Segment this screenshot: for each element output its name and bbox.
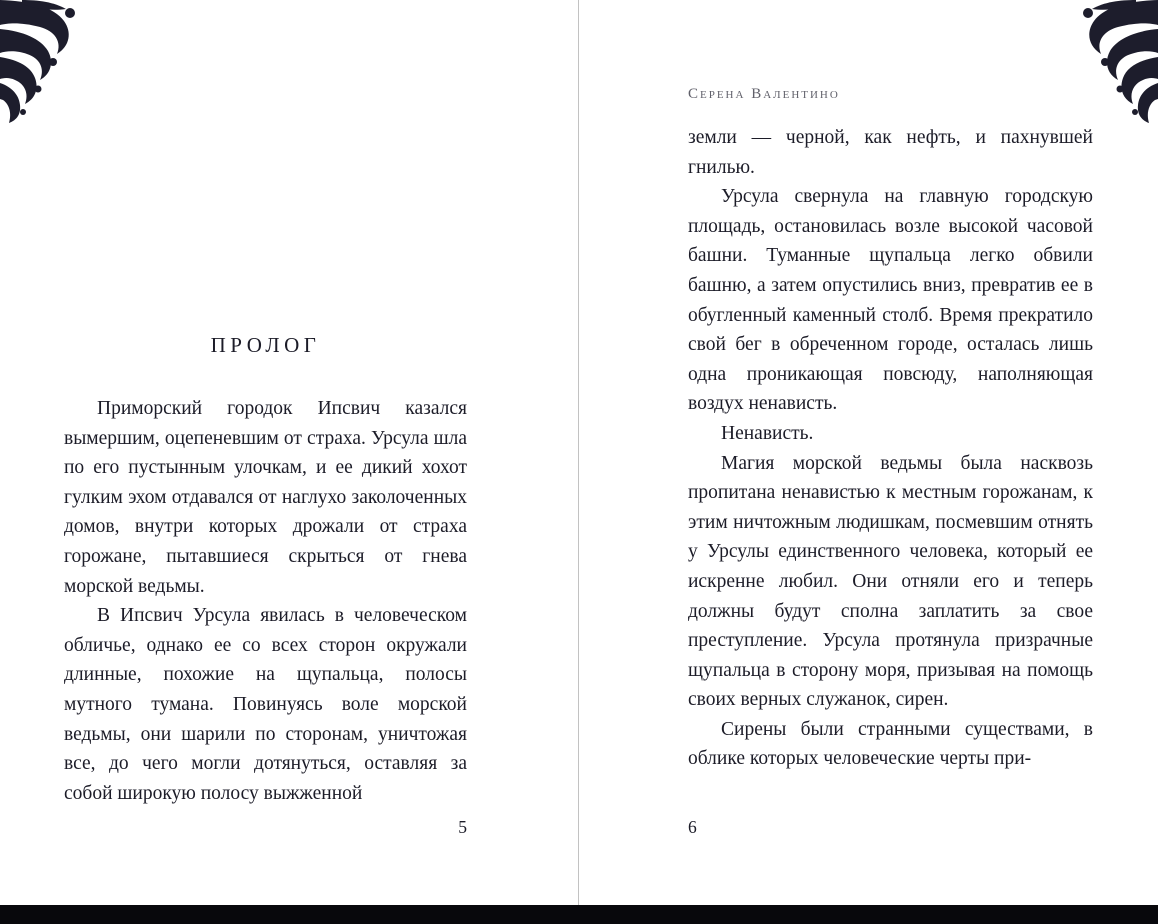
- damask-corner-ornament-top-right: [1078, 0, 1158, 124]
- paragraph: Ненависть.: [721, 422, 814, 444]
- damask-ornament-graphic: [0, 0, 80, 124]
- paragraph: земли — черной, как нефть, и пахнувшей гнилью.: [688, 127, 1093, 178]
- paragraph: Урсула свернула на главную городскую площадь, остановилась возле высокой часовой башни. Туманные щупальца легко обвили башню, а затем опустились вниз, превратив ее в обугленный каменный столб. Время прекратило свой бег в обреченном городе, осталась лишь одна проникающая повсюду, наполняющая воздух ненависть.: [688, 186, 1093, 415]
- paragraph: Сирены были странными существами, в облике которых человеческие черты при-: [688, 718, 1093, 770]
- chapter-title: ПРОЛОГ: [210, 333, 321, 357]
- paragraph: Приморский городок Ипсвич казался вымершим, оцепеневшим от страха. Урсула шла по его пустынным улочкам, и ее дикий хохот гулким эхом отдавался от наглухо заколоченных домов, внутри которых дрожали от страха горожане, пытавшиеся скрыться от гнева морской ведьмы.: [64, 398, 467, 597]
- page-number-left: 5: [458, 817, 467, 837]
- damask-ornament-graphic: [1078, 0, 1158, 124]
- page-number-right: 6: [688, 817, 697, 837]
- paragraph: В Ипсвич Урсула явилась в человеческом обличье, однако ее со всех сторон окружали длинные, похожие на щупальца, полосы мутного тумана. Повинуясь воле морской ведьмы, они шарили по сторонам, уничтожая все, до чего могли дотянуться, оставляя за собой широкую полосу выжженной: [64, 605, 467, 804]
- page-right-text-block: [688, 123, 1093, 774]
- damask-corner-ornament-top-left: [0, 0, 80, 124]
- running-header-author: Серена Валентино: [688, 86, 840, 102]
- bottom-edge-bar: [0, 905, 1158, 924]
- page-gutter-divider: [578, 0, 579, 905]
- paragraph: Магия морской ведьмы была насквозь пропитана ненавистью к местным горожанам, к этим ничтожным людишкам, посмевшим отнять у Урсулы единственного человека, который ее искренне любил. Они отняли его и теперь должны будут сполна заплатить за свое преступление. Урсула протянула призрачные щупальца в сторону моря, призывая на помощь своих верных служанок, сирен.: [688, 452, 1093, 711]
- page-left-text-block: [64, 333, 467, 808]
